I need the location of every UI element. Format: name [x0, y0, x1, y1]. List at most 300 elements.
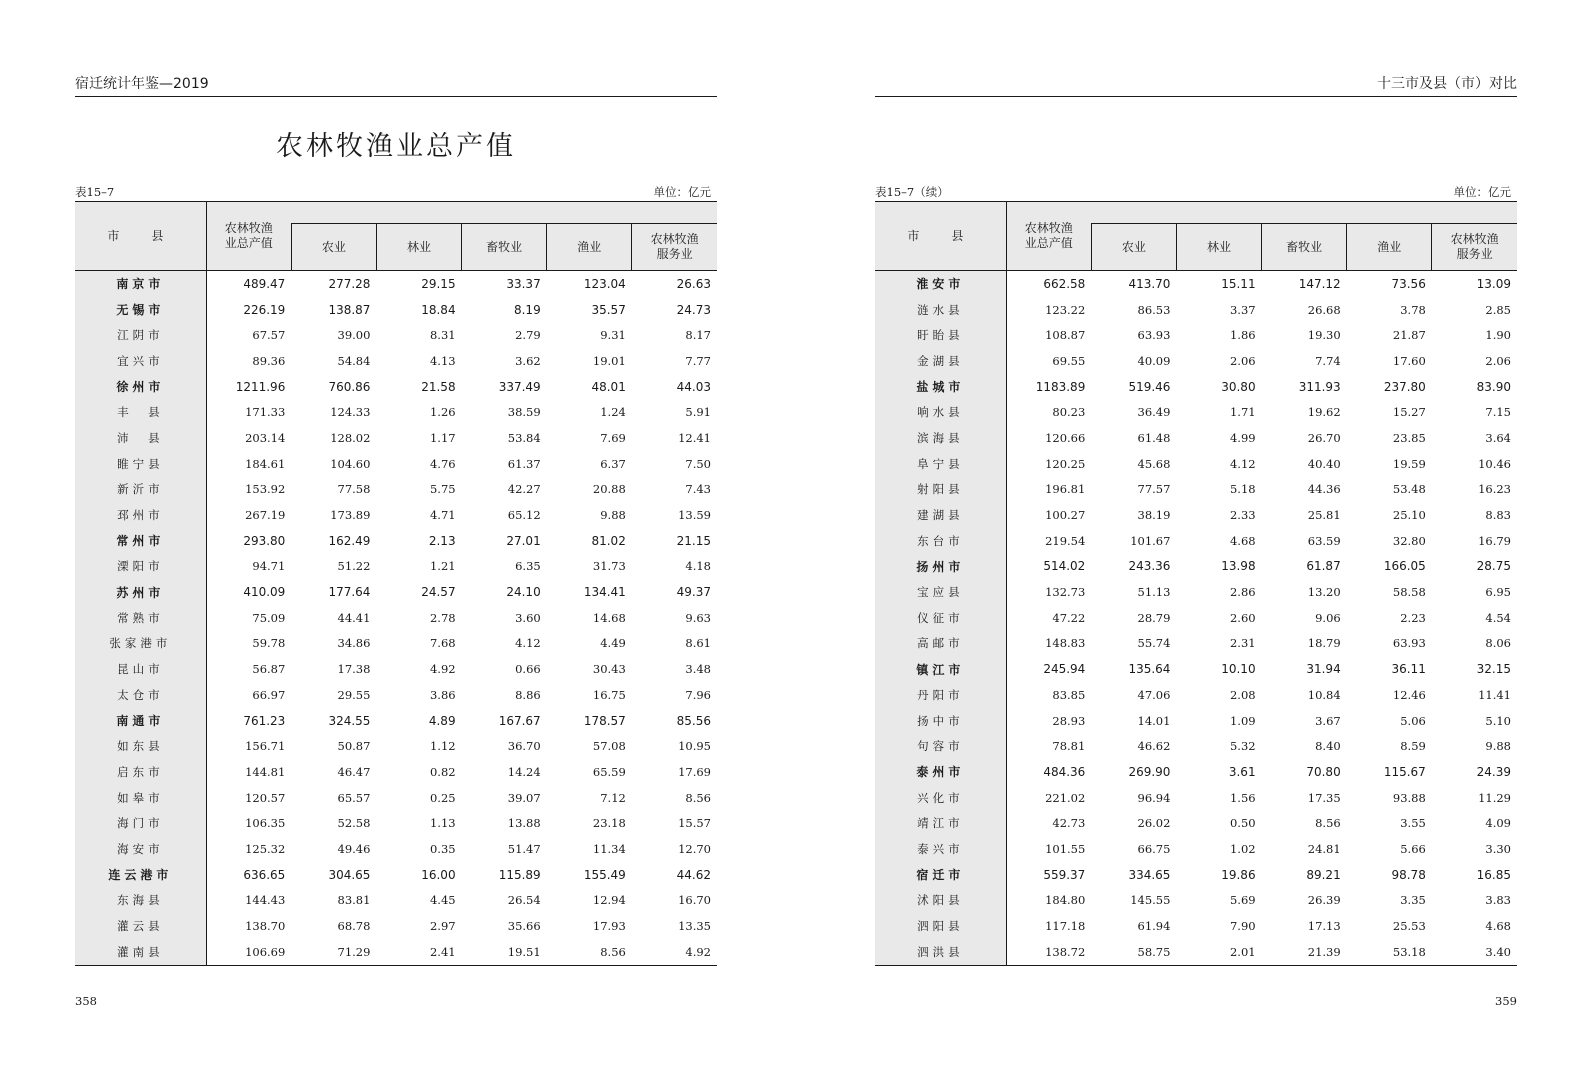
table-meta-left [75, 184, 717, 200]
region-name-cell: 泗阳县 [875, 913, 1006, 939]
value-cell: 23.85 [1392, 430, 1426, 445]
value-cell: 15.57 [678, 816, 711, 831]
value-cell: 7.15 [1485, 405, 1511, 420]
value-cell: 12.94 [592, 893, 626, 908]
value-cell: 761.23 [243, 713, 286, 728]
value-cell: 7.69 [600, 430, 626, 445]
value-cell: 73.56 [1391, 276, 1426, 291]
value-cell: 124.33 [330, 405, 371, 420]
value-cell: 4.12 [515, 636, 541, 651]
value-cell: 18.84 [421, 302, 456, 317]
header-group-spacer [1091, 202, 1517, 224]
value-cell: 39.07 [507, 790, 541, 805]
table-row [875, 605, 1517, 631]
value-cell: 44.41 [337, 610, 371, 625]
value-cell: 9.31 [600, 328, 626, 343]
value-cell: 7.12 [600, 790, 626, 805]
value-cell: 138.70 [245, 919, 286, 934]
value-cell: 5.10 [1485, 713, 1511, 728]
value-cell: 93.88 [1392, 790, 1426, 805]
value-cell: 52.58 [337, 816, 371, 831]
table-row [875, 682, 1517, 708]
value-cell: 25.10 [1392, 508, 1426, 523]
table-row [75, 631, 717, 657]
region-name-cell: 南京市 [75, 271, 206, 297]
value-cell: 35.57 [591, 302, 626, 317]
value-cell: 219.54 [1045, 533, 1086, 548]
value-cell: 138.72 [1006, 939, 1091, 965]
table-row [875, 862, 1517, 888]
value-cell: 2.86 [1229, 585, 1256, 600]
value-cell: 173.89 [330, 508, 371, 523]
value-cell: 21.58 [421, 379, 456, 394]
region-name-cell: 丹阳市 [875, 682, 1006, 708]
value-cell: 13.35 [678, 919, 711, 934]
value-cell: 33.37 [506, 276, 541, 291]
value-cell: 7.90 [1229, 919, 1256, 934]
region-name-cell: 常熟市 [75, 605, 206, 631]
table-row [875, 631, 1517, 657]
table-row [75, 374, 717, 400]
value-cell: 61.94 [1137, 919, 1171, 934]
value-cell: 1.24 [600, 405, 626, 420]
value-cell: 66.75 [1137, 841, 1171, 856]
region-name-cell: 沛 县 [75, 425, 206, 451]
header-forestry: 林业 [376, 224, 461, 271]
table-row [875, 785, 1517, 811]
value-cell: 46.62 [1137, 739, 1171, 754]
value-cell: 28.79 [1137, 610, 1171, 625]
region-name-cell: 如东县 [75, 733, 206, 759]
value-cell: 20.88 [592, 482, 626, 497]
table-row [875, 528, 1517, 554]
value-cell: 221.02 [1045, 790, 1086, 805]
region-name-cell: 泗洪县 [875, 939, 1006, 965]
region-name-cell: 响水县 [875, 399, 1006, 425]
value-cell: 28.93 [1052, 713, 1086, 728]
value-cell: 4.18 [685, 559, 711, 574]
table-unit: 单位：亿元 [653, 185, 711, 199]
value-cell: 8.40 [1315, 739, 1341, 754]
region-name-cell: 徐州市 [75, 374, 206, 400]
value-cell: 25.81 [1307, 508, 1341, 523]
value-cell: 120.66 [1045, 430, 1086, 445]
value-cell: 337.49 [498, 379, 541, 394]
value-cell: 70.80 [1306, 764, 1341, 779]
value-cell: 3.64 [1485, 430, 1511, 445]
value-cell: 49.46 [337, 841, 371, 856]
value-cell: 7.96 [685, 687, 711, 702]
value-cell: 2.41 [376, 939, 461, 965]
value-cell: 12.41 [678, 430, 711, 445]
value-cell: 8.86 [515, 687, 541, 702]
value-cell: 4.45 [429, 893, 456, 908]
region-name-cell: 盐城市 [875, 374, 1006, 400]
region-name-cell: 苏州市 [75, 579, 206, 605]
value-cell: 51.22 [337, 559, 371, 574]
value-cell: 50.87 [337, 739, 371, 754]
value-cell: 14.01 [1137, 713, 1171, 728]
value-cell: 78.81 [1052, 739, 1086, 754]
header-agriculture: 农业 [1091, 224, 1176, 271]
value-cell: 11.29 [1478, 790, 1511, 805]
table-row [75, 554, 717, 580]
value-cell: 1.02 [1229, 841, 1256, 856]
table-row [75, 733, 717, 759]
table-row [75, 528, 717, 554]
value-cell: 10.10 [1221, 662, 1256, 677]
value-cell: 4.92 [632, 939, 717, 965]
value-cell: 80.23 [1052, 405, 1086, 420]
page-number: 358 [75, 994, 97, 1008]
table-row [75, 451, 717, 477]
value-cell: 138.87 [328, 302, 371, 317]
value-cell: 155.49 [583, 867, 626, 882]
value-cell: 514.02 [1043, 559, 1086, 574]
value-cell: 24.57 [421, 585, 456, 600]
value-cell: 3.37 [1229, 302, 1256, 317]
value-cell: 243.36 [1128, 559, 1171, 574]
value-cell: 10.95 [678, 739, 711, 754]
value-cell: 3.83 [1485, 893, 1511, 908]
value-cell: 106.69 [206, 939, 291, 965]
table-row [875, 579, 1517, 605]
value-cell: 83.85 [1052, 687, 1086, 702]
value-cell: 19.59 [1392, 456, 1426, 471]
value-cell: 61.48 [1137, 430, 1171, 445]
header-region: 市 县 [875, 202, 1006, 271]
value-cell: 57.08 [592, 739, 626, 754]
table-body-left [75, 271, 717, 966]
value-cell: 5.69 [1229, 893, 1256, 908]
value-cell: 53.18 [1347, 939, 1432, 965]
value-cell: 16.85 [1476, 867, 1511, 882]
region-name-cell: 射阳县 [875, 477, 1006, 503]
table-row [75, 708, 717, 734]
value-cell: 311.93 [1298, 379, 1341, 394]
value-cell: 196.81 [1045, 482, 1086, 497]
value-cell: 9.63 [685, 610, 711, 625]
value-cell: 3.78 [1400, 302, 1426, 317]
value-cell: 1.09 [1229, 713, 1256, 728]
region-name-cell: 滨海县 [875, 425, 1006, 451]
value-cell: 89.36 [252, 353, 286, 368]
value-cell: 1.12 [429, 739, 456, 754]
value-cell: 58.75 [1091, 939, 1176, 965]
value-cell: 760.86 [328, 379, 371, 394]
value-cell: 77.57 [1137, 482, 1171, 497]
value-cell: 94.71 [252, 559, 286, 574]
region-name-cell: 泰兴市 [875, 836, 1006, 862]
header-region: 市 县 [75, 202, 206, 271]
value-cell: 55.74 [1137, 636, 1171, 651]
value-cell: 4.49 [600, 636, 626, 651]
value-cell: 123.04 [583, 276, 626, 291]
region-name-cell: 灌云县 [75, 913, 206, 939]
value-cell: 2.01 [1176, 939, 1261, 965]
table-row [75, 759, 717, 785]
region-name-cell: 昆山市 [75, 656, 206, 682]
region-name-cell: 太仓市 [75, 682, 206, 708]
value-cell: 2.33 [1229, 508, 1256, 523]
value-cell: 71.29 [291, 939, 376, 965]
region-name-cell: 丰 县 [75, 399, 206, 425]
value-cell: 16.79 [1478, 533, 1511, 548]
value-cell: 5.18 [1229, 482, 1256, 497]
region-name-cell: 南通市 [75, 708, 206, 734]
region-name-cell: 启东市 [75, 759, 206, 785]
table-code: 表15–7 [75, 185, 115, 199]
value-cell: 19.01 [592, 353, 626, 368]
value-cell: 115.67 [1383, 764, 1426, 779]
value-cell: 5.75 [429, 482, 456, 497]
value-cell: 9.88 [1485, 739, 1511, 754]
region-name-cell: 连云港市 [75, 862, 206, 888]
value-cell: 65.59 [592, 764, 626, 779]
value-cell: 334.65 [1128, 867, 1171, 882]
region-name-cell: 句容市 [875, 733, 1006, 759]
page-number: 359 [1495, 994, 1517, 1008]
running-head-right [875, 74, 1517, 97]
value-cell: 3.55 [1400, 816, 1426, 831]
value-cell: 0.25 [429, 790, 456, 805]
value-cell: 8.19 [513, 302, 541, 317]
value-cell: 6.95 [1485, 585, 1511, 600]
value-cell: 7.50 [685, 456, 711, 471]
table-row [875, 374, 1517, 400]
value-cell: 147.12 [1298, 276, 1341, 291]
value-cell: 58.58 [1392, 585, 1426, 600]
header-fishery: 渔业 [1347, 224, 1432, 271]
value-cell: 0.66 [515, 662, 541, 677]
value-cell: 3.67 [1315, 713, 1341, 728]
value-cell: 13.09 [1476, 276, 1511, 291]
value-cell: 34.86 [337, 636, 371, 651]
value-cell: 3.48 [685, 662, 711, 677]
value-cell: 98.78 [1391, 867, 1426, 882]
value-cell: 15.27 [1392, 405, 1426, 420]
table-row [75, 322, 717, 348]
value-cell: 101.67 [1130, 533, 1171, 548]
value-cell: 21.15 [676, 533, 711, 548]
value-cell: 8.56 [547, 939, 632, 965]
value-cell: 12.70 [678, 841, 711, 856]
header-fishery: 渔业 [547, 224, 632, 271]
header-services: 农林牧渔 服务业 [632, 224, 717, 271]
value-cell: 19.51 [462, 939, 547, 965]
table-row [875, 271, 1517, 297]
value-cell: 2.23 [1400, 610, 1426, 625]
value-cell: 2.78 [429, 610, 456, 625]
value-cell: 3.35 [1400, 893, 1426, 908]
value-cell: 115.89 [498, 867, 541, 882]
value-cell: 410.09 [243, 585, 286, 600]
value-cell: 19.86 [1221, 867, 1256, 882]
value-cell: 2.79 [515, 328, 541, 343]
value-cell: 13.20 [1307, 585, 1341, 600]
value-cell: 4.09 [1485, 816, 1511, 831]
region-name-cell: 涟水县 [875, 297, 1006, 323]
value-cell: 128.02 [330, 430, 371, 445]
value-cell: 38.59 [507, 405, 541, 420]
value-cell: 54.84 [337, 353, 371, 368]
value-cell: 1.13 [429, 816, 456, 831]
region-name-cell: 常州市 [75, 528, 206, 554]
value-cell: 1.71 [1229, 405, 1256, 420]
value-cell: 171.33 [245, 405, 286, 420]
value-cell: 4.68 [1485, 919, 1511, 934]
table-row [875, 888, 1517, 914]
value-cell: 63.93 [1392, 636, 1426, 651]
value-cell: 269.90 [1128, 764, 1171, 779]
value-cell: 68.78 [337, 919, 371, 934]
region-name-cell: 如皋市 [75, 785, 206, 811]
value-cell: 44.03 [676, 379, 711, 394]
value-cell: 0.82 [429, 764, 456, 779]
region-name-cell: 新沂市 [75, 477, 206, 503]
header-group-spacer [291, 202, 717, 224]
value-cell: 29.55 [337, 687, 371, 702]
value-cell: 203.14 [245, 430, 286, 445]
value-cell: 3.60 [515, 610, 541, 625]
value-cell: 83.90 [1476, 379, 1511, 394]
table-row [875, 759, 1517, 785]
value-cell: 144.43 [245, 893, 286, 908]
value-cell: 16.23 [1478, 482, 1511, 497]
region-name-cell: 睢宁县 [75, 451, 206, 477]
region-name-cell: 宝应县 [875, 579, 1006, 605]
running-head-text: 十三市及县（市）对比 [1377, 76, 1517, 92]
value-cell: 1183.89 [1035, 379, 1086, 394]
table-row [875, 477, 1517, 503]
value-cell: 132.73 [1045, 585, 1086, 600]
header-services: 农林牧渔 服务业 [1432, 224, 1517, 271]
value-cell: 167.67 [498, 713, 541, 728]
value-cell: 10.84 [1307, 687, 1341, 702]
value-cell: 26.63 [676, 276, 711, 291]
value-cell: 662.58 [1043, 276, 1086, 291]
value-cell: 184.80 [1045, 893, 1086, 908]
value-cell: 66.97 [252, 687, 286, 702]
value-cell: 46.47 [337, 764, 371, 779]
value-cell: 125.32 [245, 841, 286, 856]
value-cell: 8.56 [685, 790, 711, 805]
value-cell: 10.46 [1478, 456, 1511, 471]
value-cell: 1.90 [1485, 328, 1511, 343]
region-name-cell: 泰州市 [875, 759, 1006, 785]
value-cell: 0.50 [1229, 816, 1256, 831]
value-cell: 489.47 [243, 276, 286, 291]
value-cell: 49.37 [676, 585, 711, 600]
region-name-cell: 宿迁市 [875, 862, 1006, 888]
value-cell: 3.61 [1228, 764, 1256, 779]
table-row [875, 425, 1517, 451]
value-cell: 16.70 [678, 893, 711, 908]
region-name-cell: 邳州市 [75, 502, 206, 528]
value-cell: 17.69 [678, 764, 711, 779]
data-table-left [75, 201, 717, 966]
value-cell: 81.02 [591, 533, 626, 548]
value-cell: 8.83 [1485, 508, 1511, 523]
value-cell: 40.40 [1307, 456, 1341, 471]
value-cell: 40.09 [1137, 353, 1171, 368]
region-name-cell: 淮安市 [875, 271, 1006, 297]
value-cell: 7.74 [1315, 353, 1341, 368]
value-cell: 36.49 [1137, 405, 1171, 420]
value-cell: 24.81 [1307, 841, 1341, 856]
value-cell: 104.60 [330, 456, 371, 471]
value-cell: 32.80 [1392, 533, 1426, 548]
value-cell: 19.30 [1307, 328, 1341, 343]
value-cell: 184.61 [245, 456, 286, 471]
value-cell: 30.80 [1221, 379, 1256, 394]
table-row [75, 425, 717, 451]
table-row [75, 682, 717, 708]
value-cell: 83.81 [337, 893, 371, 908]
value-cell: 4.89 [428, 713, 456, 728]
region-name-cell: 镇江市 [875, 656, 1006, 682]
value-cell: 44.62 [676, 867, 711, 882]
region-name-cell: 扬州市 [875, 554, 1006, 580]
header-animal-husbandry: 畜牧业 [1262, 224, 1347, 271]
value-cell: 636.65 [243, 867, 286, 882]
value-cell: 16.00 [421, 867, 456, 882]
value-cell: 19.62 [1307, 405, 1341, 420]
value-cell: 135.64 [1128, 662, 1171, 677]
value-cell: 2.31 [1229, 636, 1256, 651]
value-cell: 45.68 [1137, 456, 1171, 471]
value-cell: 42.73 [1052, 816, 1086, 831]
value-cell: 14.68 [592, 610, 626, 625]
value-cell: 5.91 [685, 405, 711, 420]
value-cell: 6.35 [515, 559, 541, 574]
table-row [75, 785, 717, 811]
table-row [875, 836, 1517, 862]
region-name-cell: 东台市 [875, 528, 1006, 554]
value-cell: 11.34 [592, 841, 626, 856]
value-cell: 8.61 [685, 636, 711, 651]
value-cell: 31.73 [592, 559, 626, 574]
value-cell: 1211.96 [235, 379, 286, 394]
value-cell: 156.71 [245, 739, 286, 754]
value-cell: 86.53 [1137, 302, 1171, 317]
value-cell: 2.06 [1229, 353, 1256, 368]
value-cell: 9.06 [1315, 610, 1341, 625]
header-total: 农林牧渔 业总产值 [206, 202, 291, 271]
value-cell: 5.32 [1229, 739, 1256, 754]
value-cell: 8.31 [429, 328, 456, 343]
value-cell: 166.05 [1383, 559, 1426, 574]
table-row [875, 656, 1517, 682]
value-cell: 277.28 [328, 276, 371, 291]
value-cell: 8.06 [1485, 636, 1511, 651]
value-cell: 32.15 [1476, 662, 1511, 677]
value-cell: 31.94 [1306, 662, 1341, 677]
value-cell: 29.15 [421, 276, 456, 291]
value-cell: 27.01 [506, 533, 541, 548]
region-name-cell: 海安市 [75, 836, 206, 862]
region-name-cell: 仪征市 [875, 605, 1006, 631]
value-cell: 12.46 [1392, 687, 1426, 702]
value-cell: 65.57 [337, 790, 371, 805]
value-cell: 42.27 [507, 482, 541, 497]
value-cell: 13.98 [1221, 559, 1256, 574]
value-cell: 2.13 [428, 533, 456, 548]
value-cell: 134.41 [583, 585, 626, 600]
value-cell: 559.37 [1043, 867, 1086, 882]
value-cell: 36.70 [507, 739, 541, 754]
value-cell: 17.60 [1392, 353, 1426, 368]
